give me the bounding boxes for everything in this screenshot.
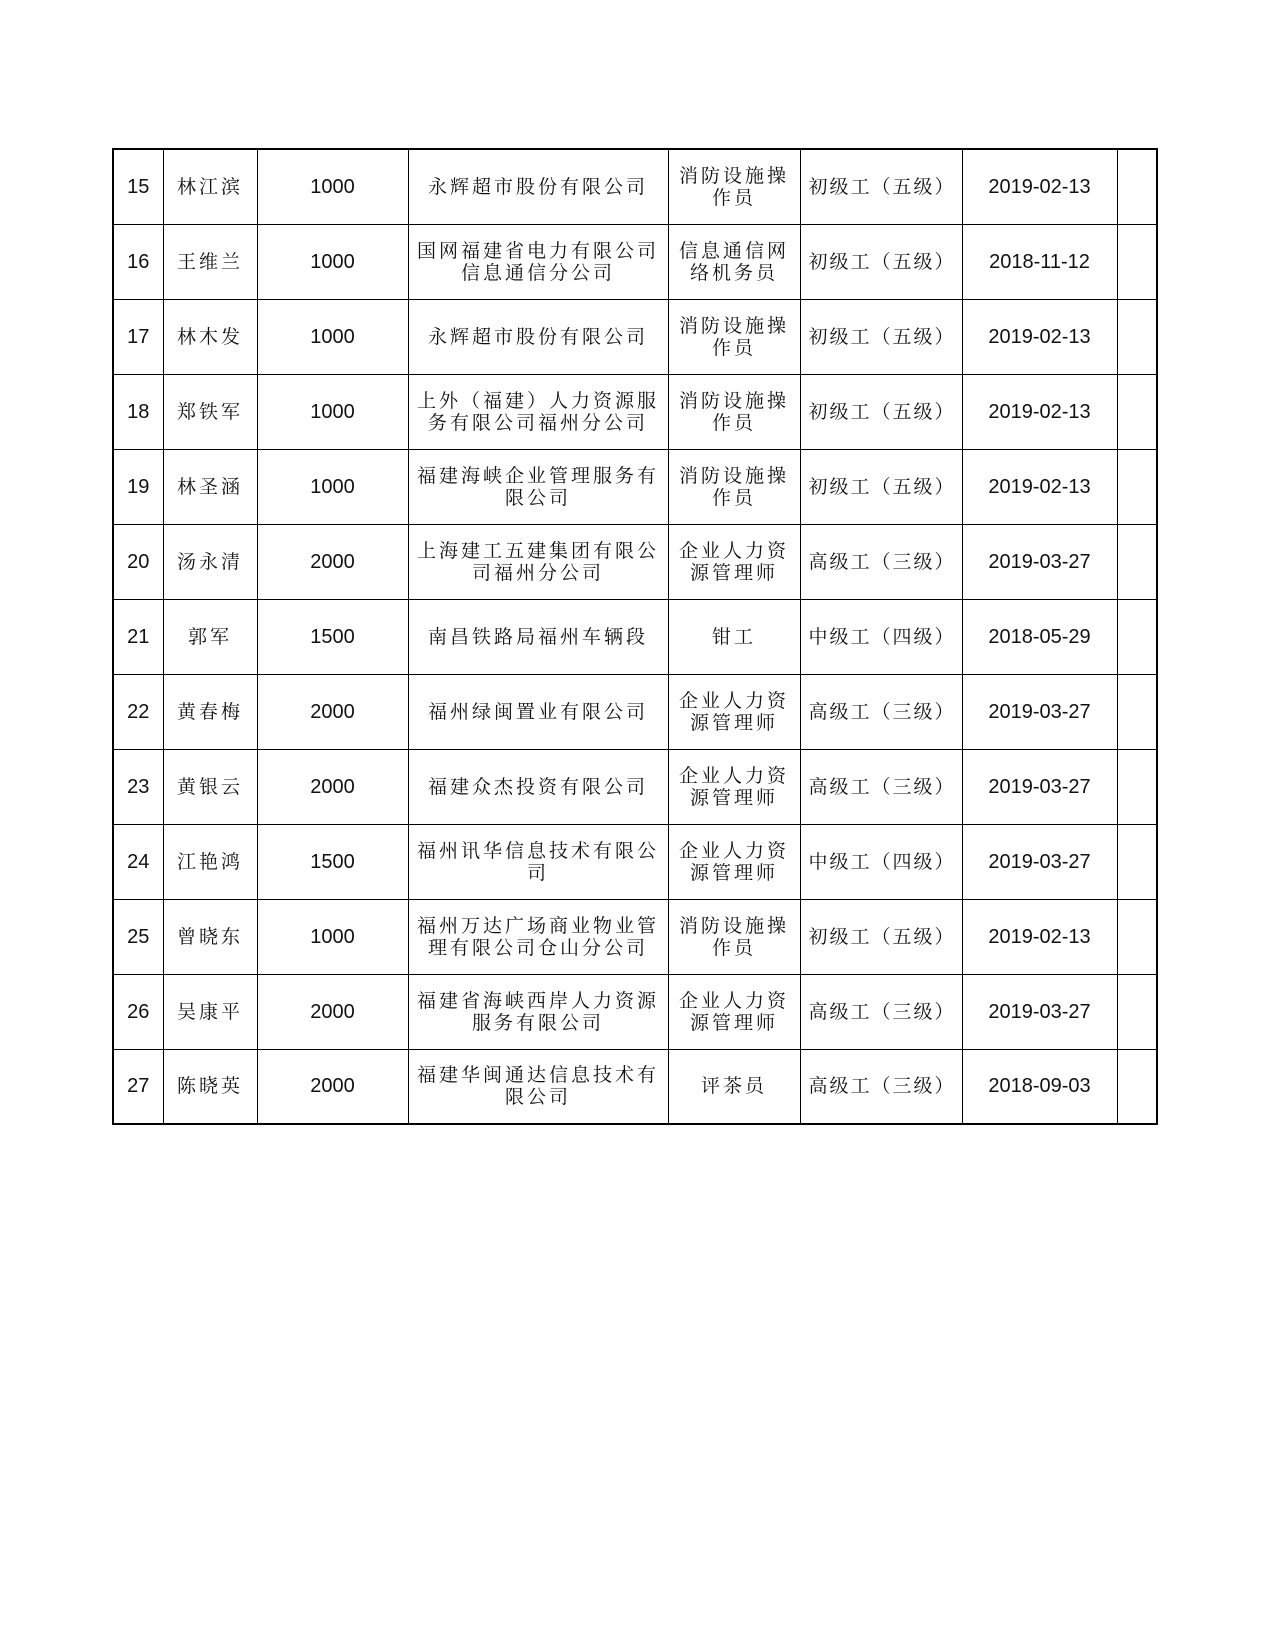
cell-date: 2019-03-27	[962, 749, 1117, 824]
table-row	[113, 599, 1157, 674]
cell-amount: 2000	[257, 674, 408, 749]
cell-company: 永辉超市股份有限公司	[408, 149, 668, 224]
cell-amount: 1500	[257, 599, 408, 674]
cell-date: 2018-09-03	[962, 1049, 1117, 1124]
cell-amount: 2000	[257, 524, 408, 599]
cell-company: 永辉超市股份有限公司	[408, 299, 668, 374]
cell-occupation: 消防设施操作员	[668, 299, 800, 374]
cell-name: 江艳鸿	[163, 824, 257, 899]
cell-name: 陈晓英	[163, 1049, 257, 1124]
cell-number: 25	[113, 899, 163, 974]
cell-date: 2018-05-29	[962, 599, 1117, 674]
cell-name: 郑铁军	[163, 374, 257, 449]
cell-note	[1117, 374, 1157, 449]
cell-occupation: 消防设施操作员	[668, 899, 800, 974]
cell-occupation: 钳工	[668, 599, 800, 674]
cell-level: 中级工（四级）	[800, 824, 962, 899]
cell-level: 初级工（五级）	[800, 299, 962, 374]
cell-level: 中级工（四级）	[800, 599, 962, 674]
cell-note	[1117, 824, 1157, 899]
cell-note	[1117, 599, 1157, 674]
table-row	[113, 449, 1157, 524]
cell-number: 18	[113, 374, 163, 449]
cell-level: 高级工（三级）	[800, 674, 962, 749]
cell-note	[1117, 749, 1157, 824]
cell-note	[1117, 149, 1157, 224]
cell-date: 2019-02-13	[962, 449, 1117, 524]
cell-occupation: 企业人力资源管理师	[668, 824, 800, 899]
table-row	[113, 299, 1157, 374]
cell-date: 2019-03-27	[962, 524, 1117, 599]
cell-amount: 2000	[257, 974, 408, 1049]
cell-date: 2019-02-13	[962, 374, 1117, 449]
cell-occupation: 企业人力资源管理师	[668, 674, 800, 749]
cell-amount: 1000	[257, 374, 408, 449]
cell-date: 2019-02-13	[962, 149, 1117, 224]
table-row	[113, 224, 1157, 299]
cell-note	[1117, 1049, 1157, 1124]
cell-number: 21	[113, 599, 163, 674]
table-row	[113, 824, 1157, 899]
cell-name: 曾晓东	[163, 899, 257, 974]
cell-note	[1117, 224, 1157, 299]
table-row	[113, 899, 1157, 974]
cell-amount: 1000	[257, 449, 408, 524]
cell-company: 国网福建省电力有限公司信息通信分公司	[408, 224, 668, 299]
cell-level: 初级工（五级）	[800, 899, 962, 974]
table-row	[113, 674, 1157, 749]
cell-amount: 1000	[257, 299, 408, 374]
cell-number: 24	[113, 824, 163, 899]
cell-name: 王维兰	[163, 224, 257, 299]
cell-level: 初级工（五级）	[800, 374, 962, 449]
cell-note	[1117, 299, 1157, 374]
cell-date: 2018-11-12	[962, 224, 1117, 299]
cell-date: 2019-02-13	[962, 299, 1117, 374]
cell-company: 南昌铁路局福州车辆段	[408, 599, 668, 674]
table-row	[113, 149, 1157, 224]
cell-name: 汤永清	[163, 524, 257, 599]
cell-number: 20	[113, 524, 163, 599]
cell-company: 上海建工五建集团有限公司福州分公司	[408, 524, 668, 599]
cell-level: 高级工（三级）	[800, 1049, 962, 1124]
cell-number: 17	[113, 299, 163, 374]
cell-number: 16	[113, 224, 163, 299]
cell-name: 林江滨	[163, 149, 257, 224]
cell-occupation: 评茶员	[668, 1049, 800, 1124]
cell-occupation: 消防设施操作员	[668, 149, 800, 224]
cell-name: 林木发	[163, 299, 257, 374]
cell-company: 福建华闽通达信息技术有限公司	[408, 1049, 668, 1124]
cell-name: 黄春梅	[163, 674, 257, 749]
cell-level: 高级工（三级）	[800, 524, 962, 599]
cell-date: 2019-03-27	[962, 974, 1117, 1049]
cell-level: 初级工（五级）	[800, 449, 962, 524]
subsidy-records-table	[112, 148, 1158, 1125]
cell-company: 上外（福建）人力资源服务有限公司福州分公司	[408, 374, 668, 449]
cell-occupation: 企业人力资源管理师	[668, 524, 800, 599]
cell-company: 福建海峡企业管理服务有限公司	[408, 449, 668, 524]
cell-level: 初级工（五级）	[800, 149, 962, 224]
table-row	[113, 374, 1157, 449]
cell-number: 26	[113, 974, 163, 1049]
cell-date: 2019-02-13	[962, 899, 1117, 974]
cell-note	[1117, 974, 1157, 1049]
cell-occupation: 企业人力资源管理师	[668, 974, 800, 1049]
cell-occupation: 消防设施操作员	[668, 374, 800, 449]
cell-company: 福州讯华信息技术有限公司	[408, 824, 668, 899]
cell-name: 黄银云	[163, 749, 257, 824]
cell-occupation: 信息通信网络机务员	[668, 224, 800, 299]
table-row	[113, 524, 1157, 599]
cell-name: 吴康平	[163, 974, 257, 1049]
table-body	[113, 149, 1157, 1124]
cell-amount: 2000	[257, 749, 408, 824]
cell-amount: 1000	[257, 149, 408, 224]
cell-company: 福州绿闽置业有限公司	[408, 674, 668, 749]
table-row	[113, 749, 1157, 824]
cell-date: 2019-03-27	[962, 674, 1117, 749]
cell-company: 福建省海峡西岸人力资源服务有限公司	[408, 974, 668, 1049]
cell-number: 23	[113, 749, 163, 824]
cell-number: 15	[113, 149, 163, 224]
cell-note	[1117, 899, 1157, 974]
cell-occupation: 企业人力资源管理师	[668, 749, 800, 824]
cell-amount: 2000	[257, 1049, 408, 1124]
cell-company: 福建众杰投资有限公司	[408, 749, 668, 824]
table-row	[113, 1049, 1157, 1124]
cell-number: 27	[113, 1049, 163, 1124]
cell-number: 22	[113, 674, 163, 749]
cell-level: 初级工（五级）	[800, 224, 962, 299]
cell-note	[1117, 524, 1157, 599]
cell-number: 19	[113, 449, 163, 524]
cell-amount: 1500	[257, 824, 408, 899]
table-row	[113, 974, 1157, 1049]
cell-date: 2019-03-27	[962, 824, 1117, 899]
cell-amount: 1000	[257, 224, 408, 299]
cell-name: 林圣涵	[163, 449, 257, 524]
cell-name: 郭军	[163, 599, 257, 674]
cell-note	[1117, 674, 1157, 749]
cell-level: 高级工（三级）	[800, 974, 962, 1049]
cell-company: 福州万达广场商业物业管理有限公司仓山分公司	[408, 899, 668, 974]
cell-level: 高级工（三级）	[800, 749, 962, 824]
cell-occupation: 消防设施操作员	[668, 449, 800, 524]
cell-note	[1117, 449, 1157, 524]
cell-amount: 1000	[257, 899, 408, 974]
